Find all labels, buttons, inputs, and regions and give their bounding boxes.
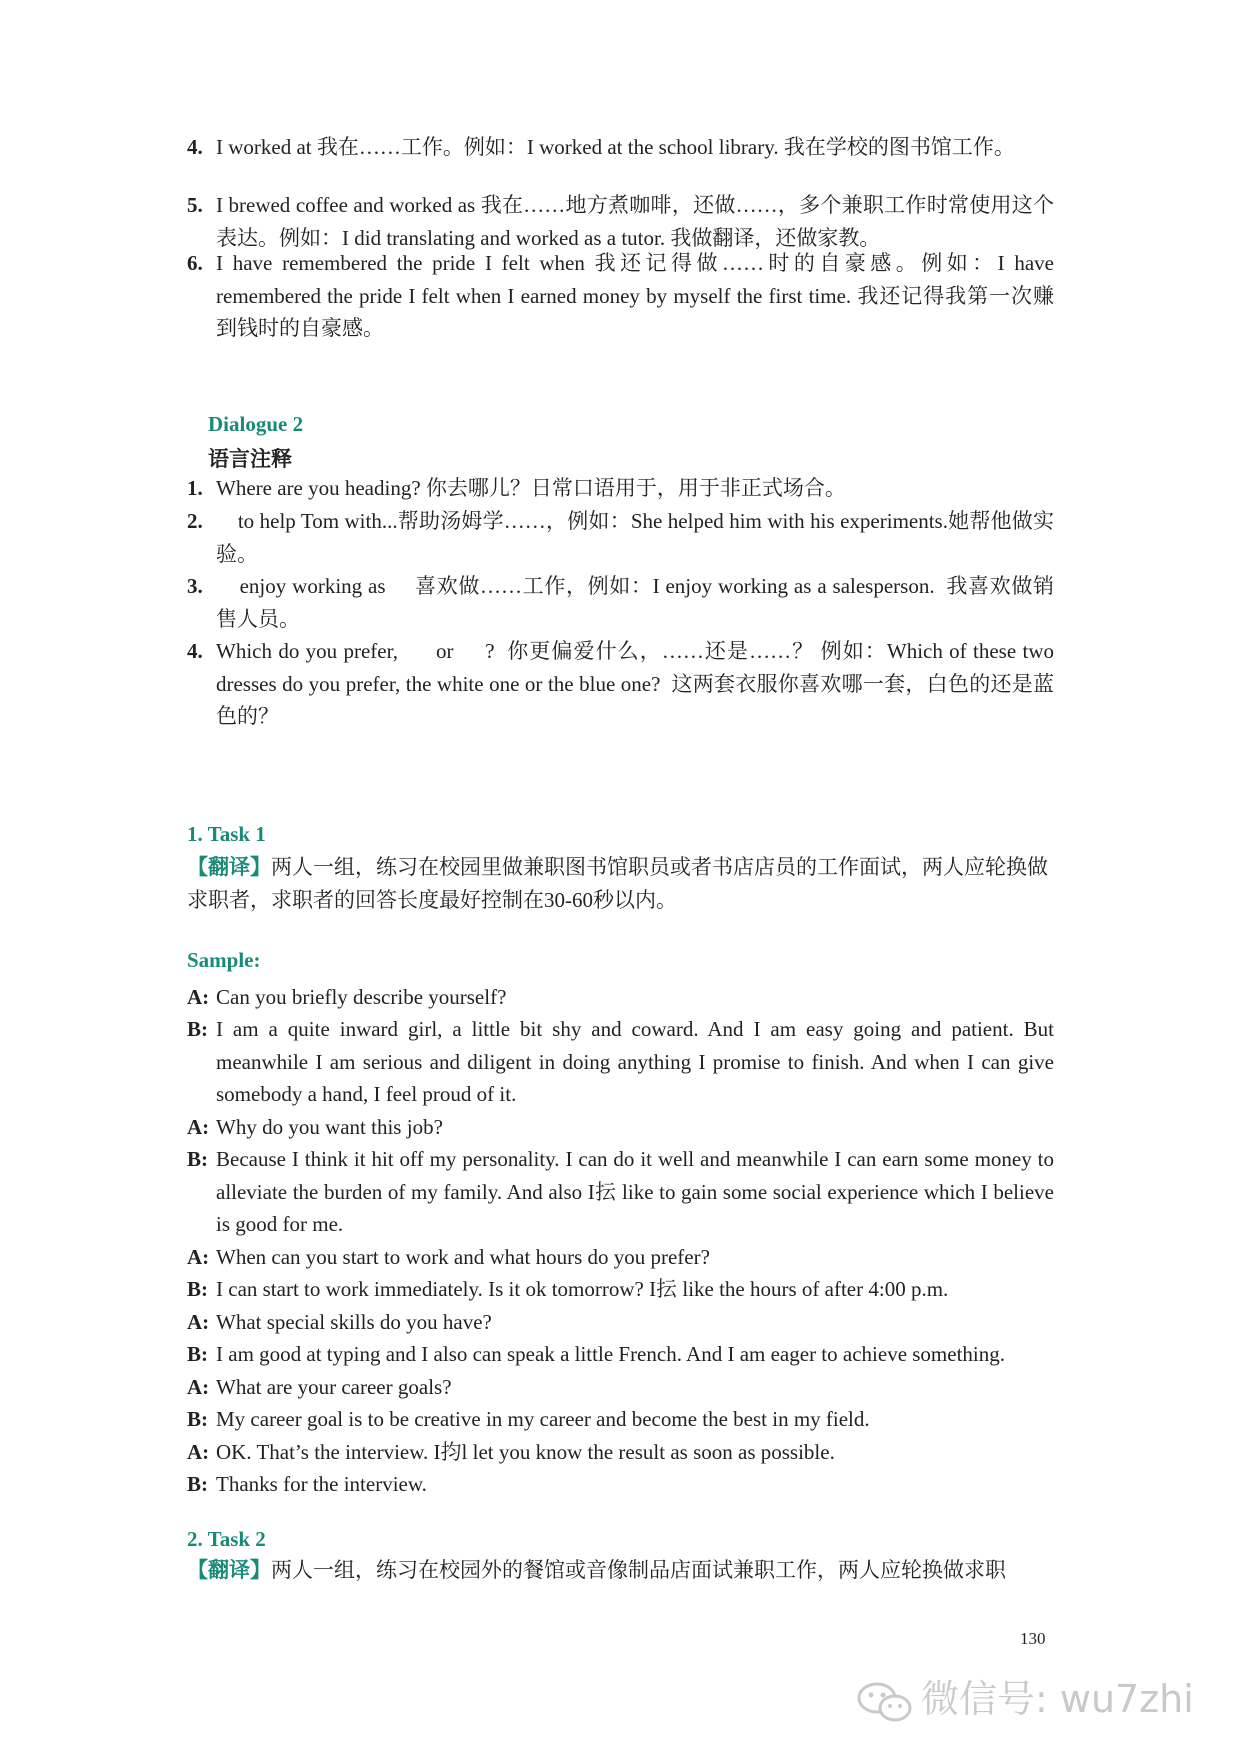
note-text: Which do you prefer, or ? 你更偏爱什么，……还是……？ 例如：Which of these two dresses do you prefer, the white one or the blue one? 这两套衣服你喜欢哪一套，白色的还是蓝色的？ (216, 639, 1060, 728)
speaker: A: (187, 985, 210, 1009)
speaker: A: (187, 1310, 210, 1334)
utterance: Because I think it hit off my personality. I can do it well and meanwhile I can earn some money to alleviate the burden of my family. And also I抎 like to gain some social experience which I believe is good for me. (216, 1147, 1054, 1236)
note-number: 3. (187, 574, 203, 598)
speaker: B: (187, 1147, 208, 1171)
sample-title: Sample: (187, 948, 261, 972)
wechat-icon (855, 1680, 915, 1724)
speaker: A: (187, 1245, 210, 1269)
speaker: A: (187, 1115, 210, 1139)
utterance: I am a quite inward girl, a little bit shy and coward. And I am easy going and patient. But meanwhile I am serious and diligent in doing anything I promise to finish. And when I can give somebody a hand, I feel proud of it. (216, 1017, 1054, 1106)
speaker: B: (187, 1277, 208, 1301)
task-1-description (187, 851, 1055, 916)
note-number: 2. (187, 509, 203, 533)
page-number: 130 (1020, 1629, 1046, 1648)
utterance: I am good at typing and I also can speak a little French. And I am eager to achieve something. (216, 1342, 1006, 1366)
utterance: OK. That’s the interview. I抣l let you know the result as soon as possible. (216, 1440, 835, 1464)
watermark (855, 1668, 1194, 1724)
speaker: B: (187, 1472, 208, 1496)
note-number: 5. (187, 193, 203, 217)
note-text: I have remembered the pride I felt when 我还记得做……时的自豪感。例如：I have remembered the pride I felt when I earned money by myself the first time. 我还记得我第一次赚到钱时的自豪感。 (216, 251, 1054, 340)
utterance: What special skills do you have? (216, 1310, 492, 1334)
dialogue-2-subtitle: 语言注释 (208, 447, 292, 471)
task-1-title: 1. Task 1 (187, 822, 266, 846)
utterance: Can you briefly describe yourself? (216, 985, 507, 1009)
task-2-title: 2. Task 2 (187, 1527, 266, 1551)
utterance: When can you start to work and what hours do you prefer? (216, 1245, 710, 1269)
task-2-description (187, 1554, 1055, 1587)
dialogue-2-title: Dialogue 2 (208, 412, 304, 436)
utterance: What are your career goals? (216, 1375, 452, 1399)
utterance: Thanks for the interview. (216, 1472, 427, 1496)
note-text: enjoy working as 喜欢做……工作，例如：I enjoy working as a salesperson. 我喜欢做销售人员。 (216, 574, 1055, 631)
note-text: I brewed coffee and worked as 我在……地方煮咖啡，还做……，多个兼职工作时常使用这个表达。例如：I did translating and worked as a tutor. 我做翻译，还做家教。 (216, 193, 1054, 250)
speaker: A: (187, 1440, 210, 1464)
note-text: to help Tom with...帮助汤姆学……，例如：She helped him with his experiments.她帮他做实验。 (216, 509, 1055, 566)
speaker: A: (187, 1375, 210, 1399)
utterance: Why do you want this job? (216, 1115, 443, 1139)
utterance: My career goal is to be creative in my career and become the best in my field. (216, 1407, 870, 1431)
note-number: 6. (187, 251, 203, 275)
speaker: B: (187, 1342, 208, 1366)
note-text: I worked at 我在……工作。例如：I worked at the school library. 我在学校的图书馆工作。 (216, 135, 1015, 159)
note-text: Where are you heading? 你去哪儿？日常口语用于，用于非正式场合。 (216, 476, 846, 500)
translation-tag: 【翻译】 (187, 1558, 271, 1582)
translation-tag: 【翻译】 (187, 855, 271, 879)
speaker: B: (187, 1017, 208, 1041)
speaker: B: (187, 1407, 208, 1431)
watermark-text: 微信号: wu7zhi (921, 1677, 1194, 1721)
note-number: 4. (187, 135, 203, 159)
note-number: 4. (187, 639, 203, 663)
task-1-text: 两人一组，练习在校园里做兼职图书馆职员或者书店店员的工作面试，两人应轮换做求职者，求职者的回答长度最好控制在30-60秒以内。 (187, 855, 1048, 912)
task-2-text: 两人一组，练习在校园外的餐馆或音像制品店面试兼职工作，两人应轮换做求职 (271, 1558, 1006, 1582)
note-number: 1. (187, 476, 203, 500)
utterance: I can start to work immediately. Is it ok tomorrow? I抎 like the hours of after 4:00 p.m. (216, 1277, 949, 1301)
